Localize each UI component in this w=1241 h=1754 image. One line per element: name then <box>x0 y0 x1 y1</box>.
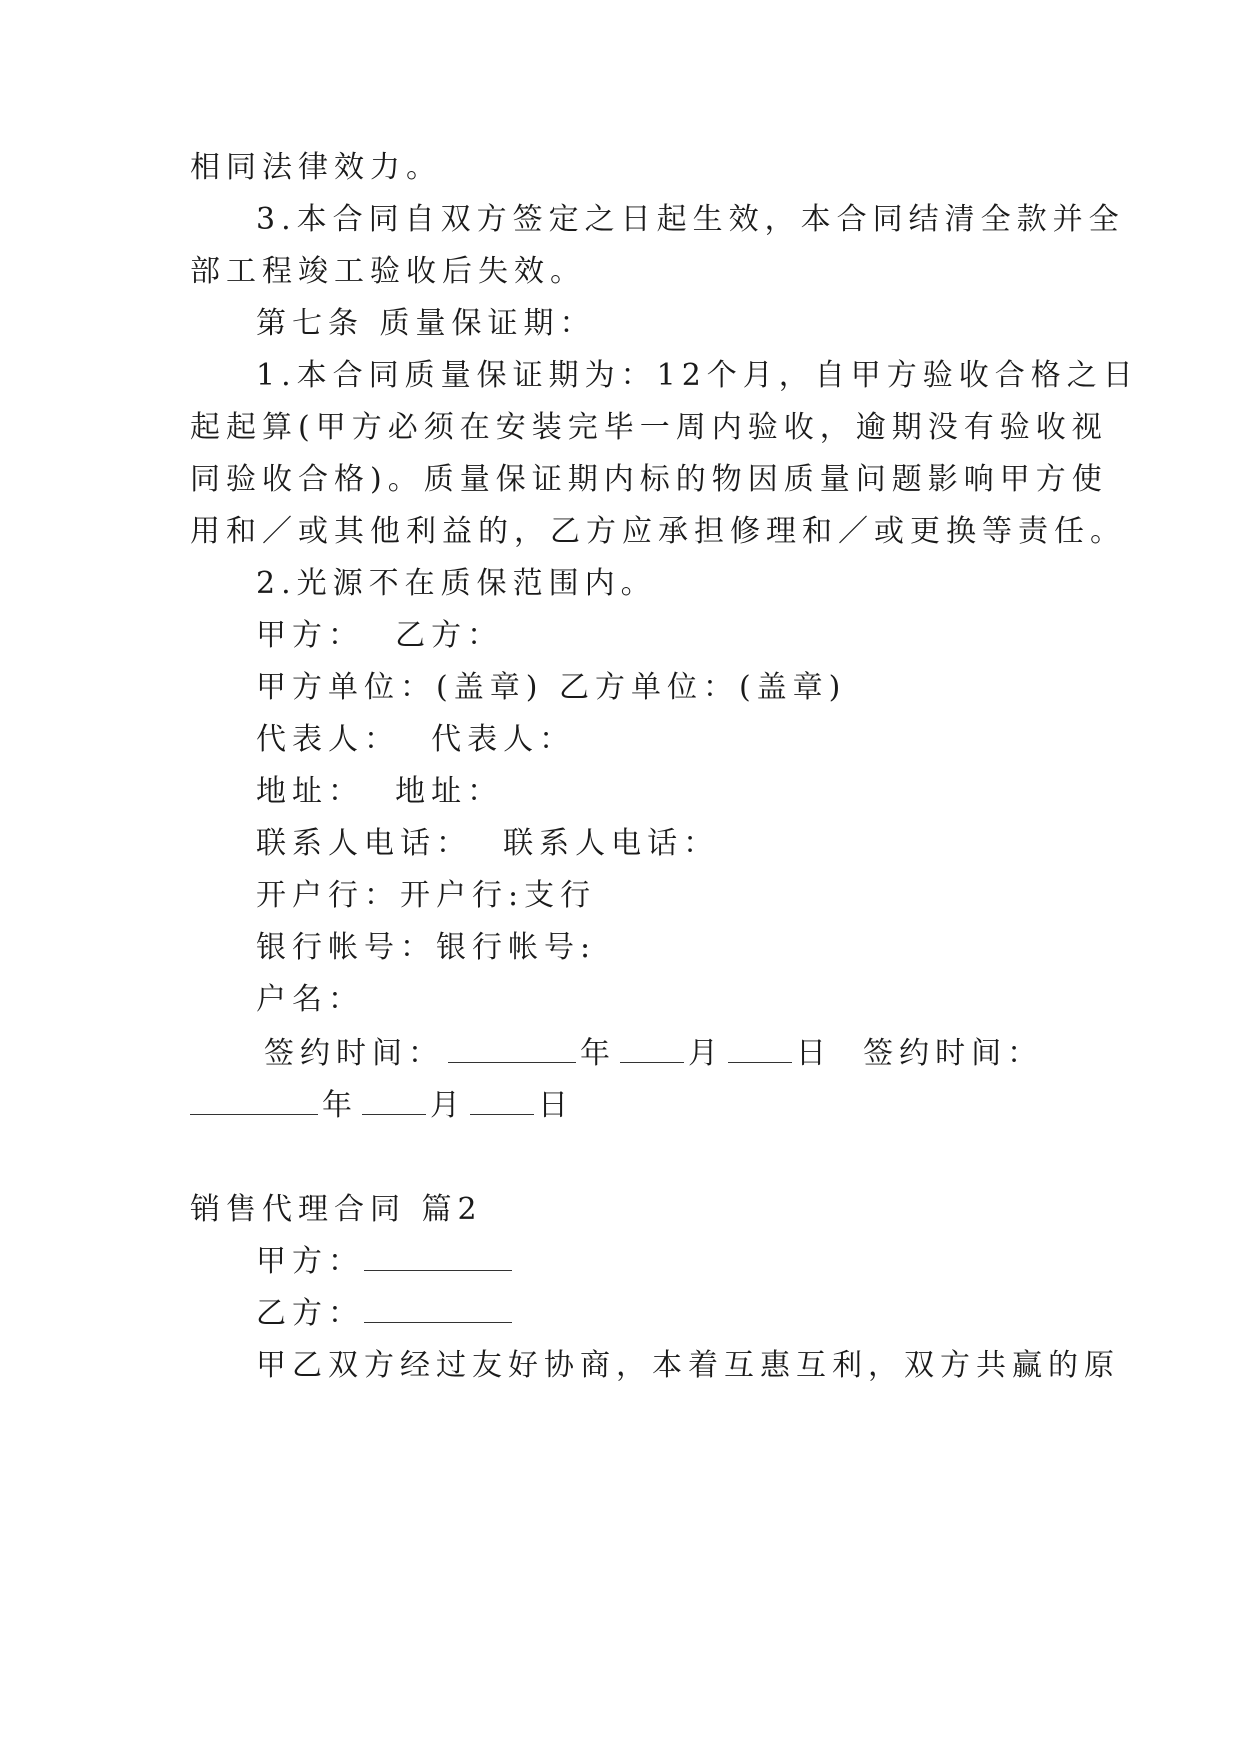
paragraph-line: 3.本合同自双方签定之日起生效，本合同结清全款并全 <box>256 202 1125 237</box>
paragraph-line: 1.本合同质量保证期为：12个月，自甲方验收合格之日 <box>256 358 1139 393</box>
paragraph-line: 起起算(甲方必须在安装完毕一周内验收，逾期没有验收视 <box>190 410 1108 445</box>
signature-date-line <box>264 1034 1043 1074</box>
party-a-line <box>256 1242 516 1282</box>
paragraph-line: 同验收合格)。质量保证期内标的物因质量问题影响甲方使 <box>190 462 1108 497</box>
contact-phone-line: 联系人电话： 联系人电话： <box>256 826 720 861</box>
party-b-label: 乙方： <box>256 1296 364 1331</box>
article-heading: 第七条 质量保证期： <box>256 306 596 341</box>
bank-line: 开户行：开户行:支行 <box>256 878 597 913</box>
paragraph-line: 部工程竣工验收后失效。 <box>190 254 586 289</box>
signature-date-line-continued <box>190 1086 574 1126</box>
month-blank <box>620 1036 684 1063</box>
party-a-blank <box>364 1244 512 1271</box>
year-blank <box>190 1088 318 1115</box>
paragraph-line: 2.光源不在质保范围内。 <box>256 566 657 601</box>
year-label: 年 <box>580 1036 616 1071</box>
section-title: 销售代理合同 篇2 <box>190 1192 483 1227</box>
bank-account-line: 银行帐号：银行帐号: <box>256 930 597 965</box>
paragraph-line: 相同法律效力。 <box>190 150 442 185</box>
day-label: 日 <box>796 1036 832 1071</box>
year-label: 年 <box>322 1088 358 1123</box>
signature-label: 签约时间： <box>863 1036 1044 1071</box>
address-line: 地址： 地址： <box>256 774 504 809</box>
month-label: 月 <box>430 1088 466 1123</box>
day-label: 日 <box>538 1088 574 1123</box>
representative-line: 代表人： 代表人： <box>256 722 576 757</box>
day-blank <box>470 1088 534 1115</box>
paragraph-line: 用和／或其他利益的，乙方应承担修理和／或更换等责任。 <box>190 514 1126 549</box>
party-a-label: 甲方： <box>256 1244 364 1279</box>
signature-label: 签约时间： <box>264 1036 444 1071</box>
party-line: 甲方： 乙方： <box>256 618 504 653</box>
month-label: 月 <box>688 1036 724 1071</box>
day-blank <box>728 1036 792 1063</box>
month-blank <box>362 1088 426 1115</box>
year-blank <box>448 1036 576 1063</box>
paragraph-line: 甲乙双方经过友好协商，本着互惠互利，双方共赢的原 <box>256 1348 1120 1383</box>
party-unit-line: 甲方单位：(盖章) 乙方单位：(盖章) <box>256 670 847 705</box>
party-b-line <box>256 1294 516 1334</box>
party-b-blank <box>364 1296 512 1323</box>
account-name-line: 户名： <box>256 982 364 1017</box>
